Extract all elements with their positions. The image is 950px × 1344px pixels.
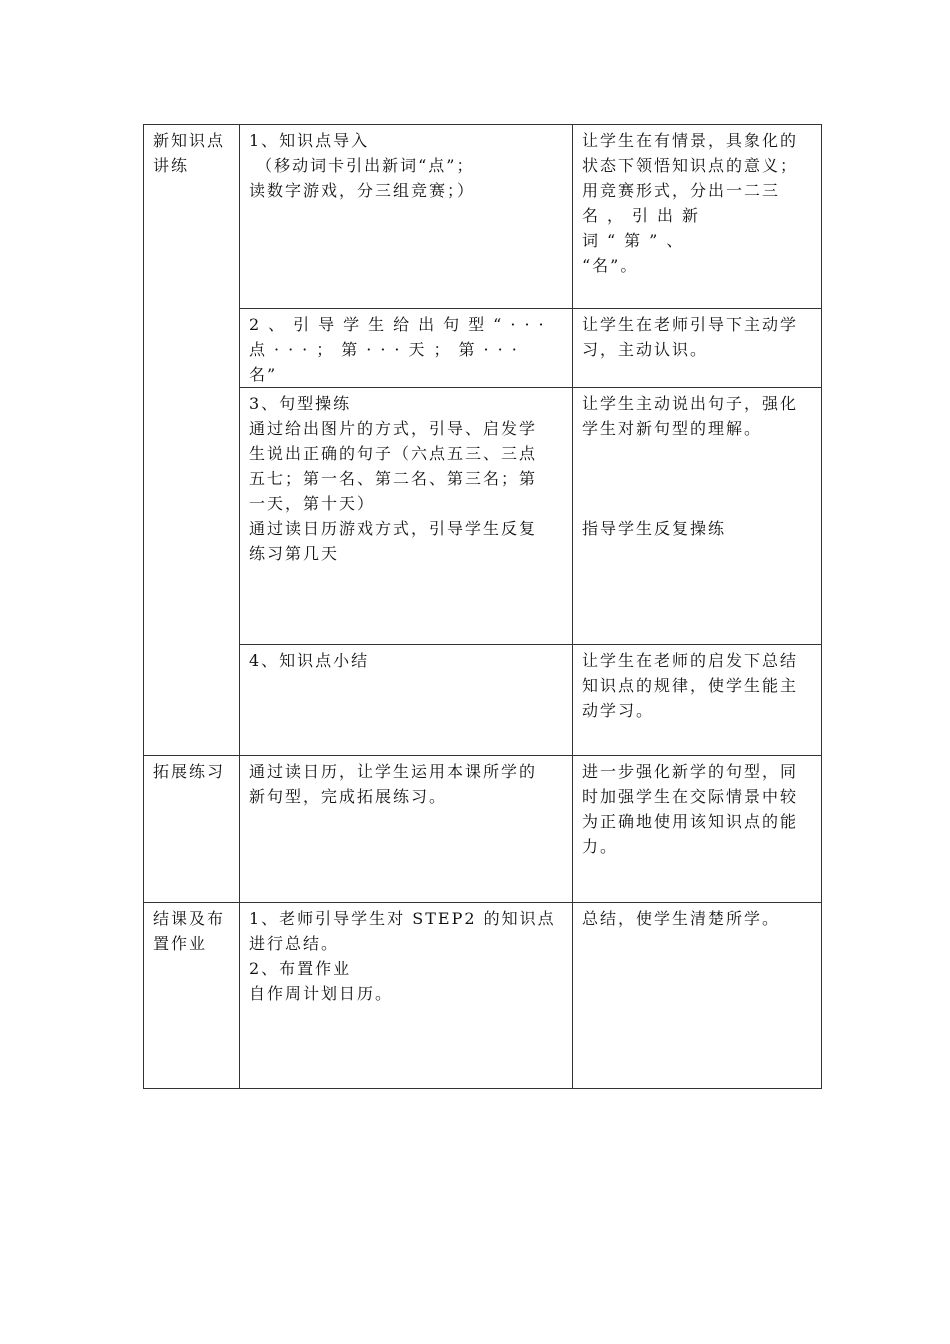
- purpose-line: 学生对新句型的理解。: [582, 419, 763, 438]
- content-cell: [240, 645, 573, 756]
- section-label: 新知识点: [153, 131, 226, 150]
- section-cell-closing: [144, 903, 240, 1089]
- content-cell: [240, 125, 573, 309]
- section-label: 拓展练习: [153, 762, 226, 781]
- content-line: 五七；第一名、第二名、第三名；第: [249, 469, 538, 488]
- content-line: 通过读日历游戏方式，引导学生反复: [249, 519, 538, 538]
- spacer: [582, 441, 813, 466]
- purpose-line: 力。: [582, 837, 619, 856]
- purpose-cell: [573, 903, 822, 1089]
- content-cell: [240, 756, 573, 903]
- content-line: 通过读日历，让学生运用本课所学的: [249, 762, 538, 781]
- content-line: 1、知识点导入: [249, 131, 370, 150]
- table-row: [144, 645, 822, 756]
- content-line: 2、引导学生给出句型“···: [249, 315, 553, 334]
- content-line: 生说出正确的句子（六点五三、三点: [249, 444, 538, 463]
- content-line: 点···；第···天；第···: [249, 340, 526, 359]
- table-row: [144, 903, 822, 1089]
- purpose-cell: [573, 309, 822, 388]
- purpose-line: 知识点的规律，使学生能主: [582, 676, 799, 695]
- content-cell: [240, 903, 573, 1089]
- content-line: 3、句型操练: [249, 394, 352, 413]
- section-label: 置作业: [153, 934, 208, 953]
- table-row: [144, 125, 822, 309]
- purpose-cell: [573, 125, 822, 309]
- content-line: （移动词卡引出新词“点”；: [249, 156, 475, 175]
- purpose-line: 名，引出新词“第”、: [582, 206, 708, 250]
- content-cell: [240, 309, 573, 388]
- purpose-line: 指导学生反复操练: [582, 519, 727, 538]
- spacer: [582, 466, 813, 491]
- purpose-line: 用竞赛形式，分出一二三: [582, 181, 781, 200]
- purpose-line: 习，主动认识。: [582, 340, 709, 359]
- content-line: 通过给出图片的方式，引导、启发学: [249, 419, 538, 438]
- table-row: [144, 388, 822, 645]
- content-line: 2、布置作业: [249, 959, 352, 978]
- content-line: 练习第几天: [249, 544, 340, 563]
- purpose-line: 进一步强化新学的句型，同: [582, 762, 799, 781]
- content-line: 新句型，完成拓展练习。: [249, 787, 448, 806]
- section-cell-extension: [144, 756, 240, 903]
- purpose-line: 动学习。: [582, 701, 655, 720]
- purpose-line: 让学生在老师引导下主动学: [582, 315, 799, 334]
- purpose-line: 状态下领悟知识点的意义；: [582, 156, 799, 175]
- content-line: 进行总结。: [249, 934, 340, 953]
- content-line: 一天，第十天）: [249, 494, 376, 513]
- purpose-line: 让学生在老师的启发下总结: [582, 651, 799, 670]
- purpose-line: 让学生在有情景，具象化的: [582, 131, 799, 150]
- section-label: 讲练: [153, 156, 190, 175]
- purpose-line: 为正确地使用该知识点的能: [582, 812, 799, 831]
- content-line: 自作周计划日历。: [249, 984, 394, 1003]
- table-row: [144, 756, 822, 903]
- content-cell: [240, 388, 573, 645]
- section-cell-new-knowledge: [144, 125, 240, 756]
- content-line: 1、老师引导学生对 STEP2 的知识点: [249, 909, 556, 928]
- purpose-cell: [573, 756, 822, 903]
- purpose-cell: [573, 645, 822, 756]
- lesson-plan-table: [143, 124, 822, 1089]
- content-line: 读数字游戏，分三组竞赛；）: [249, 181, 476, 200]
- purpose-line: 时加强学生在交际情景中较: [582, 787, 799, 806]
- table-row: [144, 309, 822, 388]
- purpose-cell: [573, 388, 822, 645]
- section-label: 结课及布: [153, 909, 226, 928]
- purpose-line: 让学生主动说出句子，强化: [582, 394, 799, 413]
- content-line: 4、知识点小结: [249, 651, 370, 670]
- purpose-line: “名”。: [582, 256, 639, 275]
- purpose-line: 总结，使学生清楚所学。: [582, 909, 781, 928]
- content-line: 名”: [249, 365, 278, 384]
- spacer: [582, 491, 813, 516]
